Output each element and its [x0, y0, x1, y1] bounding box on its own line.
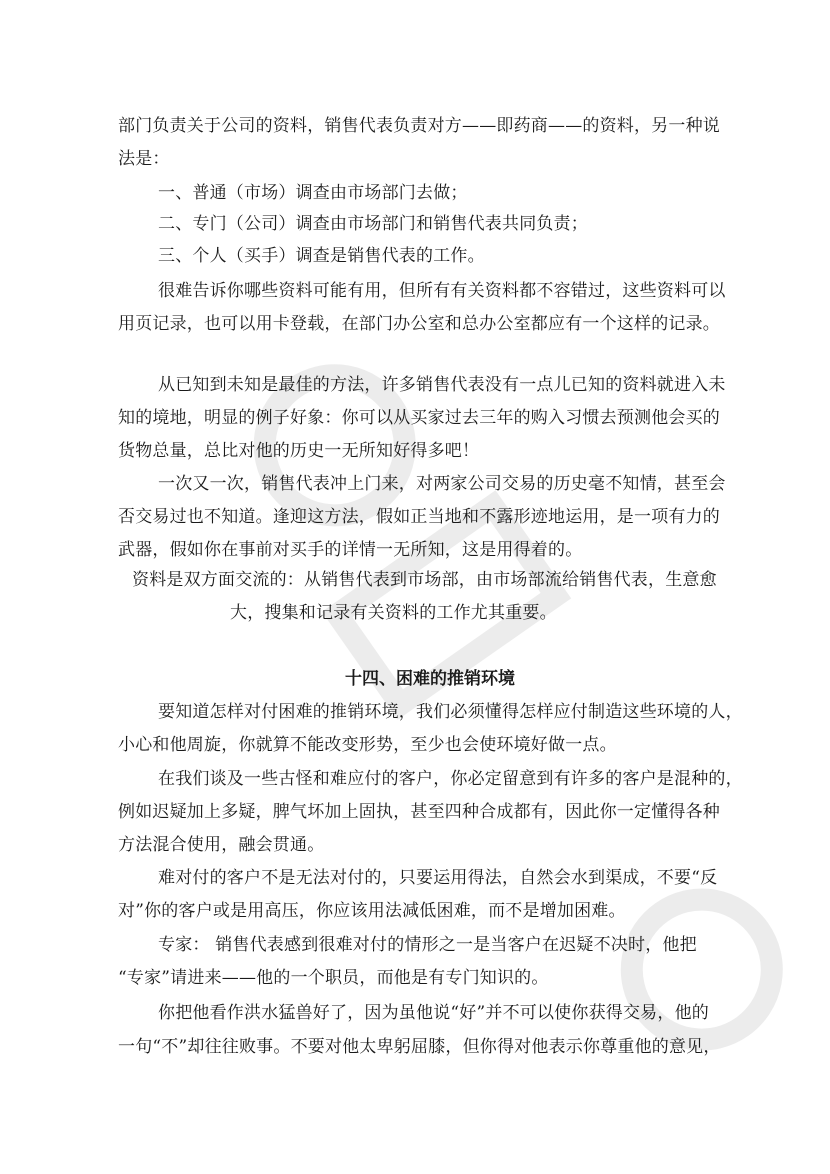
body-line: 从已知到未知是最佳的方法，许多销售代表没有一点儿已知的资料就进入未 [158, 375, 726, 395]
body-line: 例如迟疑加上多疑，脾气坏加上固执，甚至四种合成都有，因此你一定懂得各种 [118, 802, 720, 822]
section-title: 十四、困难的推销环境 [345, 669, 515, 689]
body-line: 专家： 销售代表感到很难对付的情形之一是当客户在迟疑不决时，他把 [158, 935, 697, 955]
body-line: 方法混合使用，融会贯通。 [118, 835, 325, 855]
list-item: 二、专门（公司）调查由市场部门和销售代表共同负责； [158, 214, 588, 234]
list-item: 一、普通（市场）调查由市场部门去做； [158, 183, 468, 203]
body-line: 一次又一次，销售代表冲上门来，对两家公司交易的历史毫不知情，甚至会 [158, 474, 726, 494]
body-line: 否交易过也不知道。逢迎这方法，假如正当地和不露形迹地运用，是一项有力的 [118, 507, 720, 527]
body-line: 要知道怎样对付困难的推销环境，我们必须懂得怎样应付制造这些环境的人， [158, 702, 743, 722]
body-line: 货物总量，总比对他的历史一无所知好得多吧！ [118, 441, 480, 461]
body-line: 知的境地，明显的例子好象：你可以从买家过去三年的购入习惯去预测他会买的 [118, 408, 720, 428]
body-line: 武器，假如你在事前对买手的详情一无所知，这是用得着的。 [118, 540, 583, 560]
body-line: “专家”请进来——他的一个职员，而他是有专门知识的。 [118, 968, 549, 988]
body-line: 小心和他周旋，你就算不能改变形势，至少也会使环境好做一点。 [118, 735, 617, 755]
body-line: 对”你的客户或是用高压，你应该用法减低困难，而不是增加困难。 [118, 901, 626, 921]
body-line: 难对付的客户不是无法对付的，只要运用得法，自然会水到渠成，不要“反 [158, 868, 718, 888]
body-line: 资料是双方面交流的：从销售代表到市场部，由市场部流给销售代表，生意愈 [132, 570, 717, 590]
list-item: 三、个人（买手）调查是销售代表的工作。 [158, 246, 485, 266]
body-line: 很难告诉你哪些资料可能有用，但所有有关资料都不容错过，这些资料可以 [158, 281, 726, 301]
body-line: 用页记录，也可以用卡登载，在部门办公室和总办公室都应有一个这样的记录。 [118, 314, 720, 334]
body-line: 一句“不”却往往败事。不要对他太卑躬屈膝，但你得对他表示你尊重他的意见， [118, 1037, 721, 1057]
body-line: 部门负责关于公司的资料，销售代表负责对方——即药商——的资料，另一种说 [118, 116, 720, 136]
body-line: 大，搜集和记录有关资料的工作尤其重要。 [230, 603, 557, 623]
body-line: 你把他看作洪水猛兽好了，因为虽他说“好”并不可以使你获得交易，他的 [158, 1003, 709, 1023]
body-line: 在我们谈及一些古怪和难应付的客户，你必定留意到有许多的客户是混种的， [158, 769, 743, 789]
body-line: 法是： [118, 149, 170, 169]
